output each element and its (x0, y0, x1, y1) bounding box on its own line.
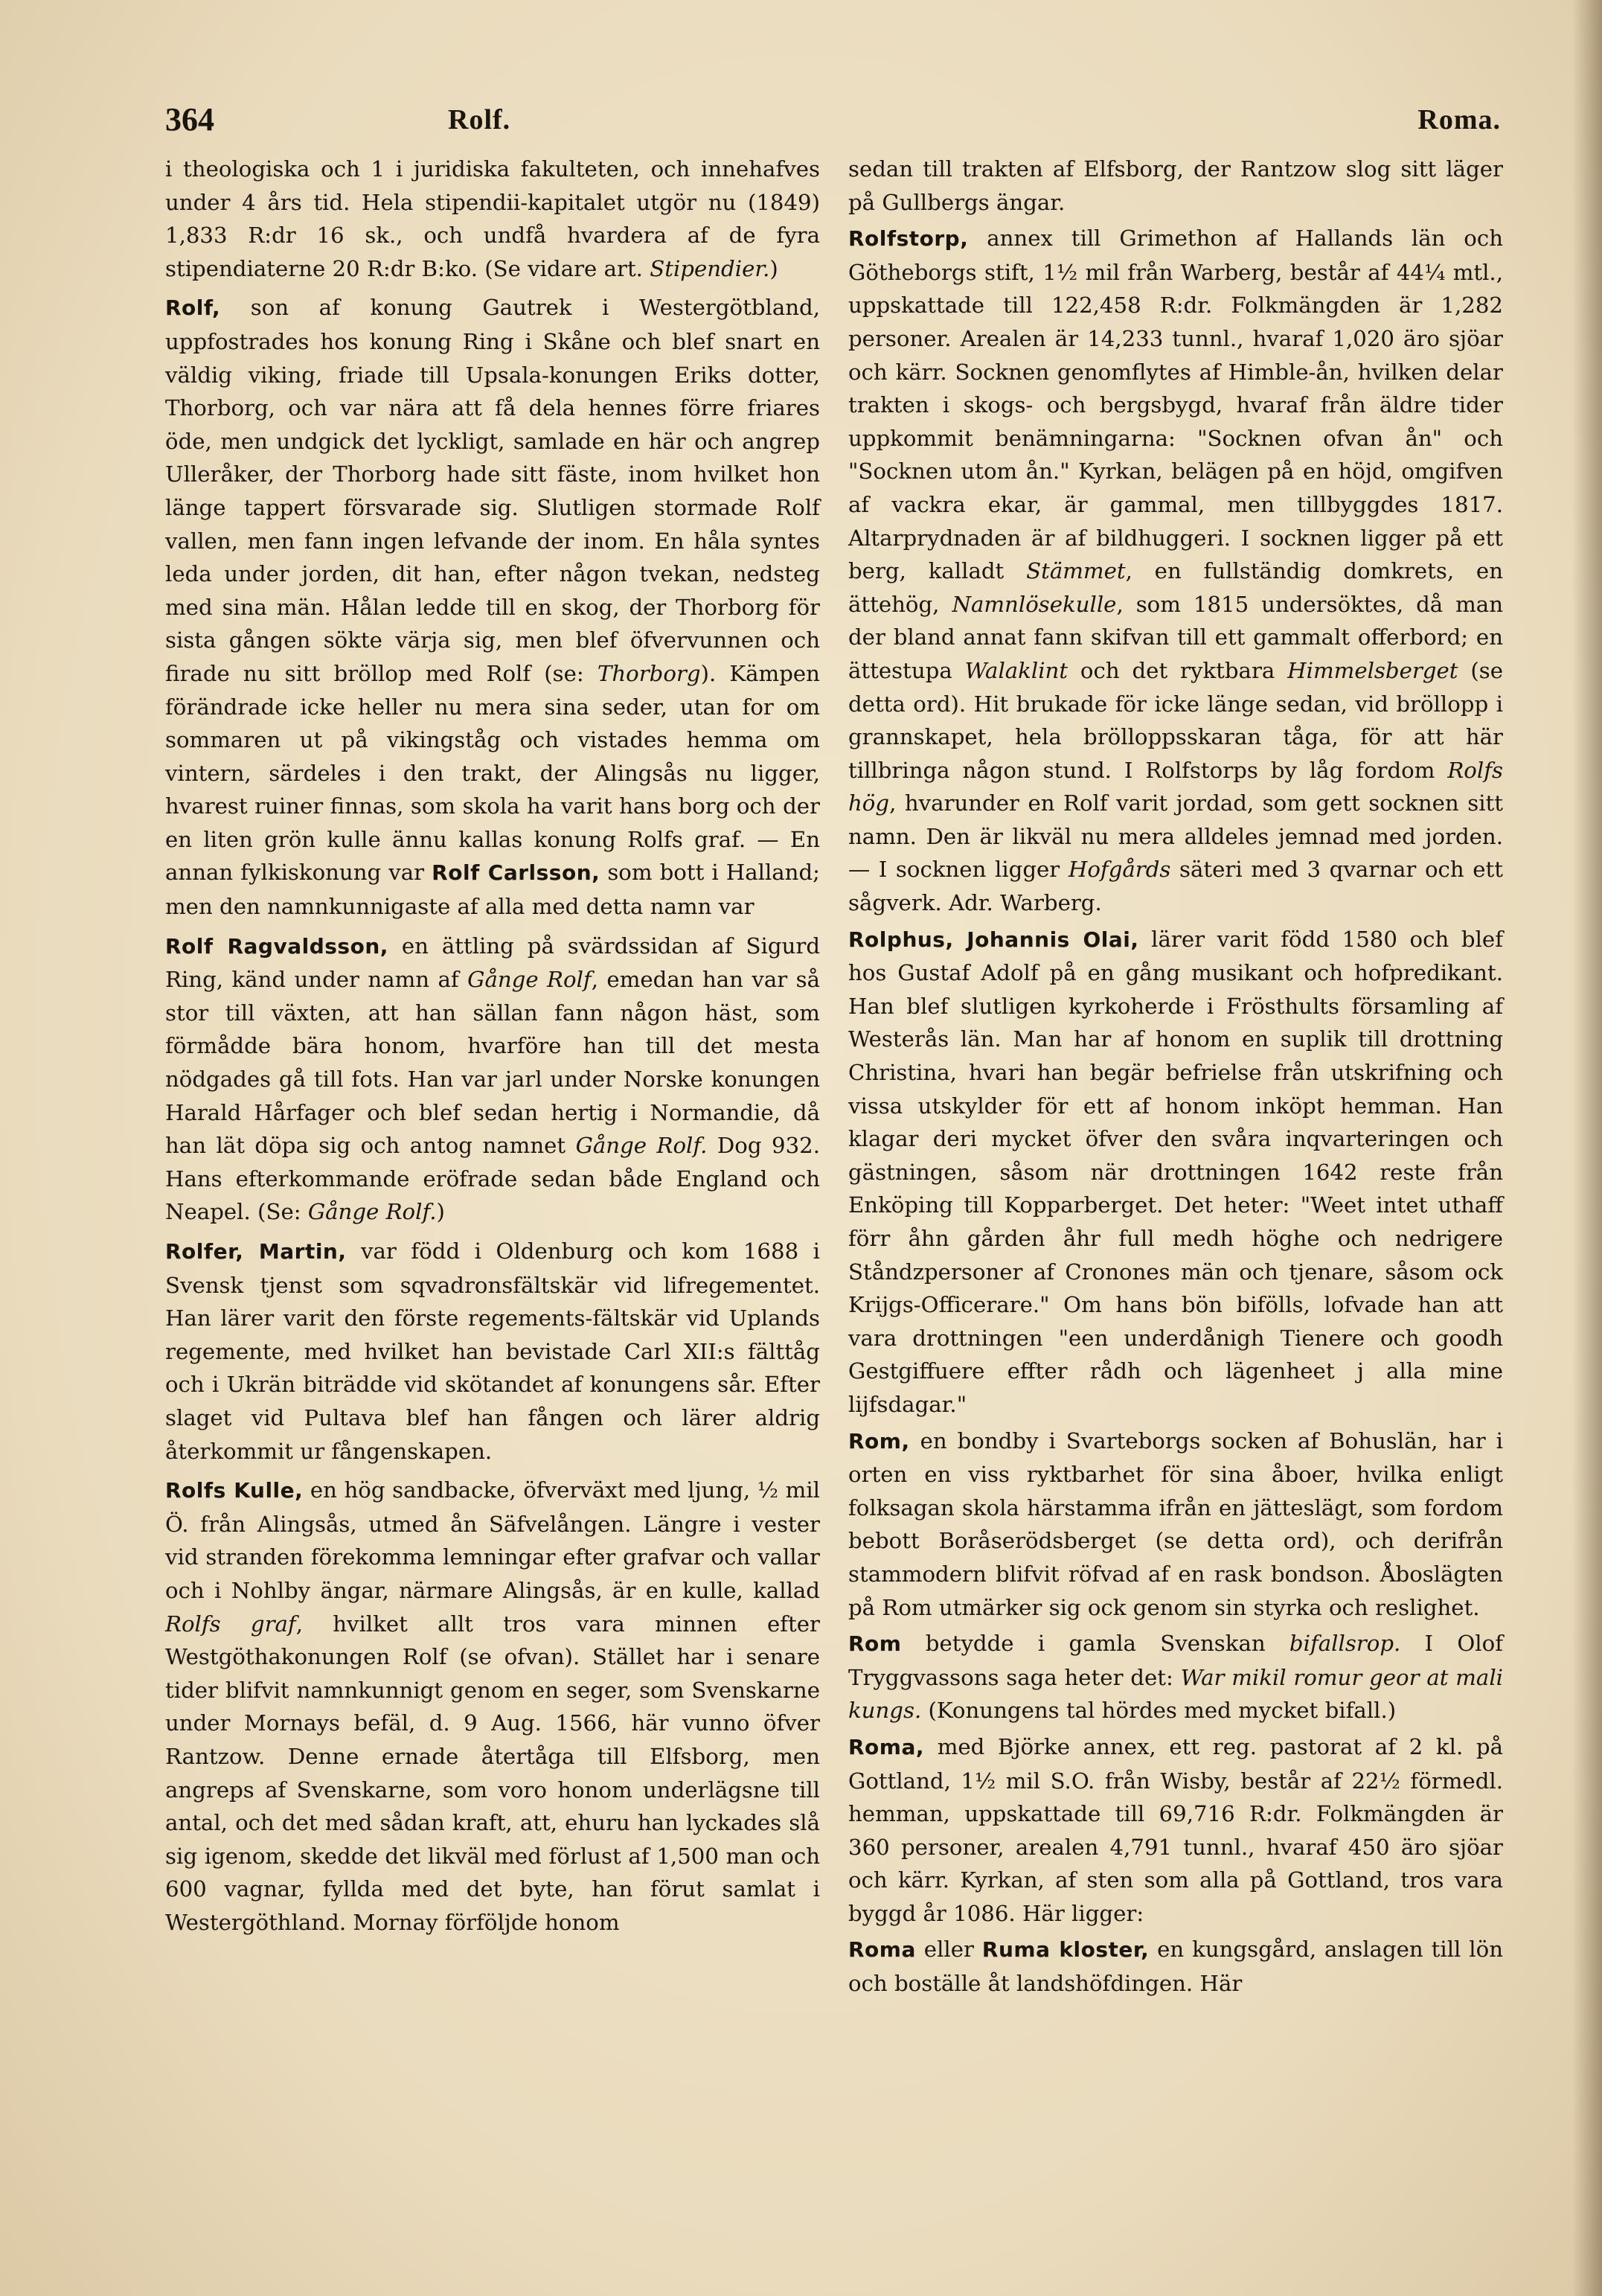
body-text: son af konung Gautrek i Westergötbland, uppfostrades hos konung Ring i Skåne och blef snart en väldig viking, friade till Upsala-konungen Eriks dotter, Thorborg, och var nära att få dela hennes förre friares öde, men undgick det lyckligt, samlade en här och angrep Ulleråker, der Thorborg hade sitt fäste, inom hvilket hon länge tappert försvarade sig. Slutligen stormade Rolf vallen, men fann ingen lefvande der inom. En håla syntes leda under jorden, dit han, efter någon tvekan, nedsteg med sina män. Hålan ledde till en skog, der Thorborg för sista gången sökte värja sig, men blef öfvervunnen och firade nu sitt bröllop med Rolf (se: (165, 295, 820, 686)
body-text: i theologiska och 1 i juridiska fakulteten, och innehafves under 4 års tid. Hela stipendii-kapitalet utgör nu (1849) 1,833 R:dr 16 sk., och undfå hvardera af de fyra stipendiaterne 20 R:dr B:ko. (Se vidare art. (165, 156, 820, 281)
body-text: ) (769, 255, 778, 281)
italic-reference: Hofgårds (1068, 857, 1171, 883)
entry-headword: Roma, (848, 1734, 925, 1759)
body-text: , emedan han var så stor till växten, att han sällan fann någon häst, som förmådde bära honom, hvarföre han till det mesta nödgades gå till fots. Han var jarl under Norske konungen Harald Hårfager och blef sedan hertig i Normandie, då han lät döpa sig och antog namnet (165, 967, 821, 1159)
body-text: var född i Oldenburg och kom 1688 i Svensk tjenst som sqvadronsfältskär vid lifregementet. Han lärer varit den förste regements-fältskär vid Uplands regemente, med hvilket han bevistade Carl XII:s fälttåg och i Ukrän biträdde vid skötandet af konungens sår. Efter slaget vid Pultava blef han fången och lärer aldrig återkommit ur fångenskapen. (165, 1238, 820, 1464)
right-text-column (848, 153, 1503, 2001)
body-text: betydde i gamla Svenskan (901, 1631, 1289, 1657)
entry-paragraph (848, 153, 1503, 219)
entry-paragraph (165, 1235, 820, 1468)
body-text: ) (436, 1199, 445, 1225)
body-text: ). Kämpen förändrade icke heller nu mera sina seder, utan for om sommaren ut på vikingståg och vistades hemma om vintern, särdeles i den trakt, der Alingsås nu ligger, hvarest ruiner finnas, som skola ha varit hans borg och der en liten grön kulle ännu kallas konung Rolfs graf. — En annan fylkiskonung var (165, 660, 820, 886)
right-running-head: Roma. (1417, 104, 1501, 135)
page-header (165, 100, 1501, 153)
entry-headword: Rolfs Kulle, (165, 1478, 304, 1503)
entry-paragraph (165, 1474, 820, 1939)
body-text: som bott i Halland; men den namnkunnigaste af alla med detta namn var (165, 860, 820, 920)
italic-reference: Namnlösekulle (952, 591, 1117, 617)
entry-headword: Rolf, (165, 295, 221, 321)
entry-paragraph (165, 291, 820, 923)
body-text: med Björke annex, ett reg. pastorat af 2 kl. på Gottland, 1½ mil S.O. från Wisby, består af 22½ förmedl. hemman, uppskattade till 69,716 R:dr. Folkmängden är 360 personer, arealen 4,791 tunnl., hvaraf 450 äro sjöar och kärr. Kyrkan, af sten som alla på Gottland, tros vara byggd år 1086. Här ligger: (848, 1733, 1503, 1926)
italic-reference: Gånge Rolf. (575, 1133, 708, 1159)
italic-reference: Stipendier. (650, 255, 770, 281)
body-text: säteri med 3 qvarnar och ett sågverk. Adr. Warberg. (848, 857, 1504, 916)
entry-headword: Rolfstorp, (848, 226, 969, 252)
body-text: , en fullständig domkrets, en ättehög, (848, 558, 1503, 617)
body-text: och det ryktbara (1068, 657, 1288, 683)
body-text: , som 1815 undersöktes, då man der bland annat fann skifvan till ett gammalt offerbord; en ättestupa (848, 591, 1504, 683)
body-text: en kungsgård, anslagen till lön och boställe åt landshöfdingen. Här (848, 1937, 1504, 1997)
body-text: , hvilket allt tros vara minnen efter Westgöthakonungen Rolf (se ofvan). Stället har i senare tider blifvit namnkunnigt genom en seger, som Svenskarne under Mornays befäl, d. 9 Aug. 1566, här vunno öfver Rantzow. Denne ernade återtåga till Elfsborg, men angreps af Svenskarne, som voro honom underlägsne till antal, och det med sådan kraft, att, ehuru han lyckades slå sig igenom, skedde det likväl med förlust af 1,500 man och 600 vagnar, fyllda med det byte, han förut samlat i Westergöthland. Mornay förföljde honom (165, 1611, 820, 1935)
page-edge-shadow (1572, 0, 1602, 2296)
italic-reference: Stämmet (1026, 558, 1126, 584)
entry-headword: Rolphus, Johannis Olai, (848, 927, 1139, 952)
entry-headword: Rolf Ragvaldsson, (165, 933, 388, 959)
italic-reference: Rolfs graf (165, 1611, 296, 1637)
entry-headword: Ruma kloster, (981, 1937, 1150, 1963)
italic-reference: Rolfs hög (848, 757, 1503, 816)
body-text: en ättling på svärdssidan af Sigurd Ring, känd under namn af (165, 933, 820, 993)
body-text: en bondby i Svarteborgs socken af Bohuslän, har i orten en viss ryktbarhet för sina åboer, hvilka enligt folksagan skola härstamma ifrån en jätteslägt, som fordom bebott Boråserödsberget (se detta ord), och derifrån stammodern blifvit röfvad af en rask bondson. Åboslägten på Rom utmärker sig ock genom sin styrka och reslighet. (848, 1427, 1503, 1620)
left-text-column (165, 153, 820, 1939)
entry-headword: Rom, (848, 1428, 910, 1454)
entry-paragraph (165, 930, 820, 1229)
body-text: (Konungens tal hördes med mycket bifall.) (921, 1698, 1397, 1724)
body-text: lärer varit född 1580 och blef hos Gustaf Adolf på en gång musikant och hofpredikant. Han blef slutligen kyrkoherde i Frösthults församling af Westerås län. Man har af honom en suplik till drottning Christina, hvari han begär befrielse från utskrifning och vissa utskylder för ett af honom inköpt hemman. Han klagar deri mycket öfver den svåra inqvarteringen och gästningen, såsom när drottningen 1642 reste från Enköping till Kopparberget. Det heter: "Weet intet uthaff förr åhn gården åhr full medh höghe och nedrigere Ståndzpersoner af Cronones män och tjenare, såsom ock Krijgs-Officerare." Om hans bön bifölls, lofvade han att vara drottningen "een underdånigh Tienere och goodh Gestgiffuere effter rådh och lägenheet j alla mine lijfsdagar." (848, 926, 1503, 1417)
page-number: 364 (165, 101, 214, 138)
entry-headword: Roma (848, 1937, 916, 1963)
entry-paragraph (165, 153, 820, 285)
left-running-head: Rolf. (448, 104, 511, 135)
body-text: en hög sandbacke, öfverväxt med ljung, ½ mil Ö. från Alingsås, utmed ån Säfvelången. Längre i vester vid stranden förekomma lemningar efter grafvar och vallar och i Nohlby ängar, närmare Alingsås, är en kulle, kallad (165, 1477, 821, 1603)
entry-paragraph (848, 1424, 1503, 1625)
entry-paragraph (848, 1730, 1503, 1931)
body-text: annex till Grimethon af Hallands län och Götheborgs stift, 1½ mil från Warberg, består af 44¼ mtl., uppskattade till 122,458 R:dr. Folkmängden är 1,282 personer. Arealen är 14,233 tunnl., hvaraf 1,020 äro sjöar och kärr. Socknen genomflytes af Himble-ån, hvilken delar trakten i skogs- och bergsbygd, hvaraf från äldre tider uppkommit benämningarna: "Socknen ofvan ån" och "Socknen utom ån." Kyrkan, belägen på en höjd, omgifven af vackra ekar, är gammal, men tillbyggdes 1817. Altarprydnaden är af bildhuggeri. I socknen ligger på ett berg, kalladt (848, 226, 1503, 584)
italic-reference: Thorborg (597, 660, 701, 686)
body-text: sedan till trakten af Elfsborg, der Rantzow slog sitt läger på Gullbergs ängar. (848, 156, 1503, 215)
entry-paragraph (848, 222, 1503, 919)
entry-paragraph (848, 923, 1503, 1422)
italic-reference: Walaklint (964, 657, 1068, 683)
entry-headword: Rolf Carlsson, (432, 860, 600, 886)
entry-paragraph (848, 1627, 1503, 1727)
body-text: , hvarunder en Rolf varit jordad, som gett socknen sitt namn. Den är likväl nu mera alldeles jemnad med jorden. — I socknen ligger (848, 790, 1503, 883)
italic-reference: Gånge Rolf. (307, 1199, 437, 1225)
italic-reference: Himmelsberget (1287, 657, 1458, 683)
italic-reference: bifallsrop. (1289, 1631, 1401, 1657)
body-text: Dog 932. Hans efterkommande eröfrade sedan både England och Neapel. (Se: (165, 1133, 820, 1225)
italic-reference: Gånge Rolf (467, 967, 592, 993)
entry-headword: Rom (848, 1631, 902, 1657)
entry-headword: Rolfer, Martin, (165, 1239, 347, 1264)
body-text: I Olof Tryggvassons saga heter det: (848, 1631, 1503, 1690)
body-text: (se detta ord). Hit brukade för icke länge sedan, vid bröllopp i grannskapet, hela brölloppsskaran tåga, för att här tillbringa någon stund. I Rolfstorps by låg fordom (848, 657, 1503, 783)
body-text: eller (915, 1937, 982, 1963)
italic-reference: War mikil romur geor at mali kungs. (848, 1664, 1503, 1724)
entry-paragraph (848, 1933, 1503, 2000)
